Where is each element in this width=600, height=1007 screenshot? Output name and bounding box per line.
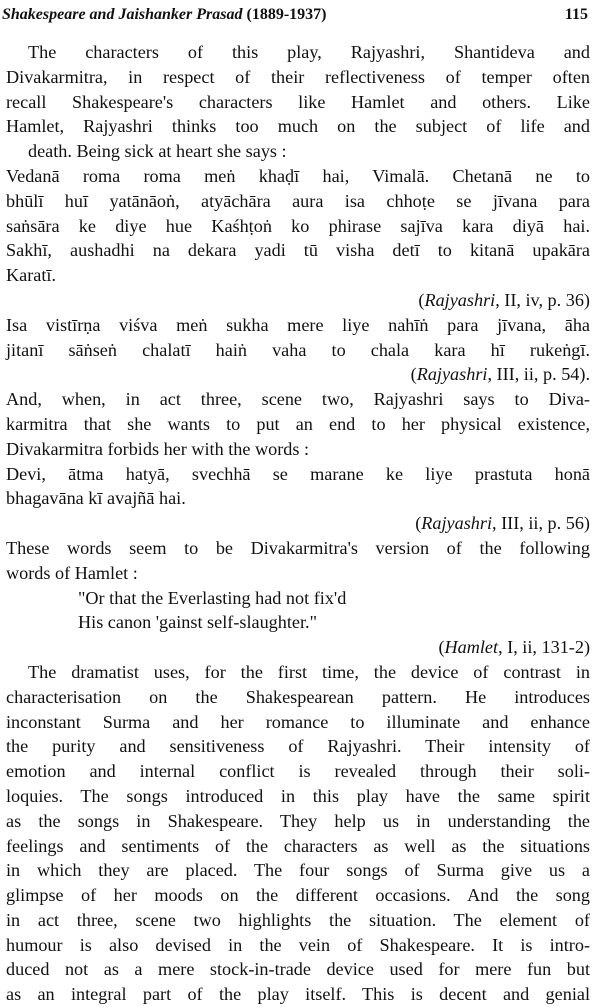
text-line: characterisation on the Shakespearean pattern. He introduces bbox=[6, 686, 590, 707]
text-line: Divakarmitra forbids her with the words : bbox=[6, 438, 310, 459]
text-line: emotion and internal conflict is revealed through their soli- bbox=[6, 761, 590, 782]
running-title-years: (1889-1937) bbox=[246, 6, 327, 23]
citation: (Rajyashri, III, ii, p. 56) bbox=[415, 513, 590, 534]
quote-line: bhūlī huī yatānāoṅ, atyāchāra aura isa chhoṭe se jīvana para bbox=[6, 190, 590, 211]
quote-line: saṅsāra ke diye hue Kaśhṭoṅ ko phirase sajīva kara diyā hai. bbox=[6, 215, 590, 236]
verse-line: "Or that the Everlasting had not fix'd bbox=[78, 587, 347, 608]
text-line: These words seem to be Divakarmitra's version of the following bbox=[6, 537, 590, 558]
text-line: in act three, scene two highlights the situation. The element of bbox=[6, 909, 590, 930]
citation: (Rajyashri, II, iv, p. 36) bbox=[418, 289, 590, 310]
page-body bbox=[6, 40, 590, 1007]
text-line: And, when, in act three, scene two, Rajyashri says to Diva- bbox=[6, 389, 590, 410]
text-line: recall Shakespeare's characters like Hamlet and others. Like bbox=[6, 91, 590, 112]
running-title-italic: Shakespeare and Jaishanker Prasad bbox=[2, 6, 243, 23]
citation: (Rajyashri, III, ii, p. 54). bbox=[410, 364, 590, 385]
quote-line: Vedanā roma roma meṅ khaḍī hai, Vimalā. Chetanā ne to bbox=[6, 165, 590, 186]
text-line: feelings and sentiments of the characters as well as the situations bbox=[6, 835, 590, 856]
text-line: as an integral part of the play itself. This is decent and genial bbox=[6, 984, 590, 1005]
page-number: 115 bbox=[564, 6, 588, 23]
running-header bbox=[2, 6, 588, 32]
text-line: Divakarmitra, in respect of their reflectiveness of temper often bbox=[6, 66, 590, 87]
text-line: duced not as a mere stock-in-trade device used for mere fun but bbox=[6, 959, 590, 980]
quote-line: jitanī sāṅseṅ chalatī haiṅ vaha to chala kara hī rukeṅgī. bbox=[6, 339, 590, 360]
text-line: the purity and sensitiveness of Rajyashri. Their intensity of bbox=[6, 736, 590, 757]
quote-line: Sakhī, aushadhi na dekara yadi tū visha detī to kitanā upakāra bbox=[6, 240, 590, 261]
citation: (Hamlet, I, ii, 131-2) bbox=[438, 637, 590, 658]
text-line: humour is also devised in the vein of Shakespeare. It is intro- bbox=[6, 934, 590, 955]
text-line: glimpse of her moods on the different occasions. And the song bbox=[6, 885, 590, 906]
text-line: loquies. The songs introduced in this play have the same spirit bbox=[6, 785, 590, 806]
text-line: The characters of this play, Rajyashri, Shantideva and bbox=[28, 42, 590, 62]
verse-line: His canon 'gainst self-slaughter." bbox=[78, 612, 318, 633]
text-line: words of Hamlet : bbox=[6, 562, 138, 583]
text-line: in which they are placed. The four songs of Surma give us a bbox=[6, 860, 590, 881]
quote-line: Karatī. bbox=[6, 265, 56, 286]
text-line: death. Being sick at heart she says : bbox=[28, 141, 287, 162]
running-title bbox=[2, 6, 326, 24]
text-line: as the songs in Shakespeare. They help us in understanding the bbox=[6, 810, 590, 831]
text-line: karmitra that she wants to put an end to her physical existence, bbox=[6, 413, 590, 434]
quote-line: Isa vistīrṇa viśva meṅ sukha mere liye nahīṅ para jīvana, āha bbox=[6, 314, 590, 335]
quote-line: bhagavāna kī avajñā hai. bbox=[6, 488, 186, 509]
text-line: Hamlet, Rajyashri thinks too much on the subject of life and bbox=[6, 116, 590, 137]
quote-line: Devi, ātma hatyā, svechhā se marane ke liye prastuta honā bbox=[6, 463, 590, 484]
text-line: The dramatist uses, for the first time, the device of contrast in bbox=[28, 661, 590, 682]
text-line: inconstant Surma and her romance to illuminate and enhance bbox=[6, 711, 590, 732]
